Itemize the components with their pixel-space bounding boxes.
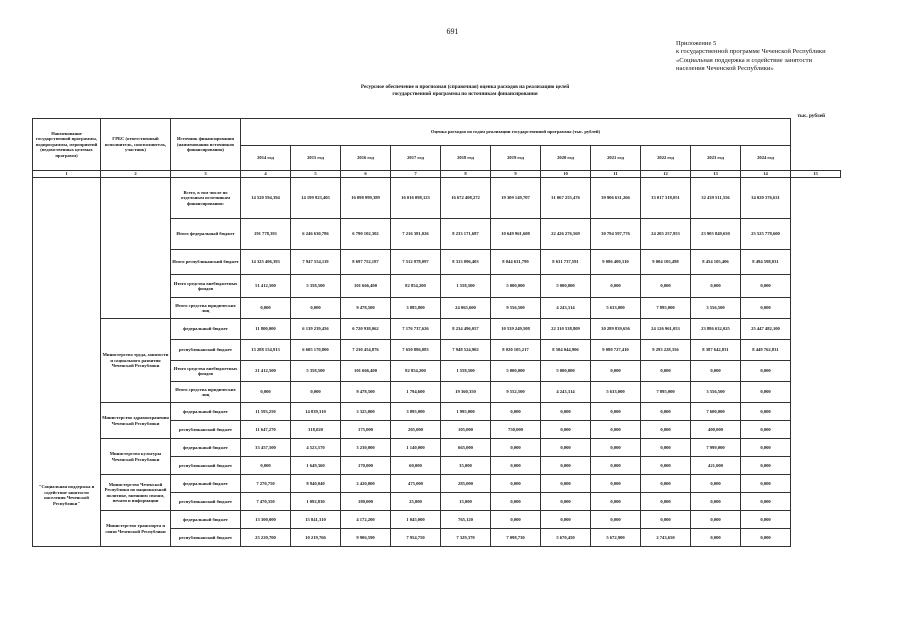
value-cell: 22 426 276,569 [541, 219, 591, 250]
value-cell: 15 841,310 [291, 511, 341, 529]
value-cell: 475,000 [391, 475, 441, 493]
value-cell: 4 243,314 [541, 298, 591, 319]
value-cell: 7 895,000 [641, 382, 691, 403]
value-cell: 421,000 [691, 457, 741, 475]
source-cell: республиканский бюджет [171, 421, 241, 439]
value-cell: 0,000 [591, 439, 641, 457]
value-cell: 82 854,200 [391, 361, 441, 382]
value-cell: 7 230 454,876 [341, 340, 391, 361]
value-cell: 14 839,310 [291, 403, 341, 421]
value-cell: 0,000 [241, 382, 291, 403]
header-grbs: ГРБС (ответственный исполнитель, соисполнитель, участник) [101, 119, 171, 171]
value-cell: 0,000 [641, 275, 691, 298]
year-header: 2018 год [441, 146, 491, 171]
value-cell: 0,000 [641, 475, 691, 493]
value-cell: 400,000 [691, 421, 741, 439]
value-cell: 101 666,400 [341, 361, 391, 382]
source-cell: республиканский бюджет [171, 340, 241, 361]
value-cell: 7 999,000 [691, 439, 741, 457]
value-cell: 9 478,500 [341, 382, 391, 403]
column-index: 15 [791, 171, 841, 178]
value-cell: 0,000 [491, 403, 541, 421]
value-cell: 0,000 [591, 493, 641, 511]
value-cell: 5 000,000 [491, 361, 541, 382]
grbs-cell: Министерство здравоохранения Чеченской Республики [101, 403, 171, 439]
source-cell: Итого средства внебюджетных фондов [171, 275, 241, 298]
value-cell: 0,000 [741, 298, 791, 319]
value-cell: 13 300,000 [241, 511, 291, 529]
value-cell: 11 593,250 [241, 403, 291, 421]
header-source: Источник финансирования (наименования источников финансирования) [171, 119, 241, 171]
value-cell: 8 020 105,217 [491, 340, 541, 361]
value-cell: 0,000 [591, 457, 641, 475]
value-cell: 82 854,200 [391, 275, 441, 298]
value-cell: 8 494 598,031 [741, 250, 791, 275]
value-cell: 0,000 [691, 493, 741, 511]
value-cell: 9 552,500 [491, 382, 541, 403]
value-cell: 5 000,000 [491, 275, 541, 298]
column-index: 1 [33, 171, 101, 178]
value-cell: 0,000 [741, 403, 791, 421]
source-cell: федеральный бюджет [171, 403, 241, 421]
value-cell: 0,000 [591, 275, 641, 298]
page-number: 691 [446, 27, 459, 36]
value-cell: 0,000 [541, 403, 591, 421]
grbs-cell: Министерство труда, занятости и социального развития Чеченской Республики [101, 319, 171, 403]
value-cell: 0,000 [541, 421, 591, 439]
table-row [33, 475, 841, 493]
value-cell: 35,000 [441, 457, 491, 475]
value-cell: 0,000 [541, 493, 591, 511]
value-cell: 16 672 408,272 [441, 178, 491, 219]
column-index: 10 [541, 171, 591, 178]
value-cell: 9 086 409,310 [591, 250, 641, 275]
source-cell: федеральный бюджет [171, 511, 241, 529]
value-cell: 6 720 938,062 [341, 319, 391, 340]
header-row [33, 119, 841, 146]
source-cell: Итого республиканский бюджет [171, 250, 241, 275]
value-cell: 5 670,450 [541, 529, 591, 547]
value-cell: 24 126 961,053 [641, 319, 691, 340]
source-cell: Итого федеральный бюджет [171, 219, 241, 250]
value-cell: 60,000 [391, 457, 441, 475]
value-cell: 31 067 255,476 [541, 178, 591, 219]
value-cell: 1 794,600 [391, 382, 441, 403]
value-cell: 10 649 961,608 [491, 219, 541, 250]
value-cell: 0,000 [741, 382, 791, 403]
value-cell: 5 672,900 [591, 529, 641, 547]
value-cell: 0,000 [741, 493, 791, 511]
value-cell: 7 270,750 [241, 475, 291, 493]
header-estimate: Оценка расходов по годам реализации государственной программы (тыс. рублей) [241, 119, 791, 146]
value-cell: 30 289 839,656 [591, 319, 641, 340]
appendix-line: Приложение 5 [676, 40, 717, 47]
value-cell: 1 045,000 [391, 511, 441, 529]
source-cell: федеральный бюджет [171, 475, 241, 493]
value-cell: 170,000 [341, 457, 391, 475]
value-cell: 0,000 [591, 421, 641, 439]
value-cell: 0,000 [691, 361, 741, 382]
value-cell: 34 020 376,631 [741, 178, 791, 219]
value-cell: 8 313 096,403 [441, 250, 491, 275]
value-cell: 5 633,000 [591, 382, 641, 403]
value-cell: 7 512 978,097 [391, 250, 441, 275]
value-cell: 0,000 [641, 457, 691, 475]
value-cell: 0,000 [541, 439, 591, 457]
value-cell: 0,000 [691, 475, 741, 493]
value-cell: 9 906,590 [341, 529, 391, 547]
appendix-note [676, 40, 826, 74]
value-cell: 1 140,000 [391, 439, 441, 457]
value-cell: 4 243,314 [541, 382, 591, 403]
value-cell: 11 800,000 [241, 319, 291, 340]
value-cell: 8 044 631,799 [491, 250, 541, 275]
value-cell: 8 940,040 [291, 475, 341, 493]
value-cell: 7 329,370 [441, 529, 491, 547]
column-index: 3 [171, 171, 241, 178]
appendix-line: «Социальная поддержка и содействие занятости [676, 56, 813, 64]
value-cell: 23 905 849,650 [691, 219, 741, 250]
value-cell: 14 520 594,394 [241, 178, 291, 219]
value-cell: 7 470,350 [241, 493, 291, 511]
value-cell: 101 666,400 [341, 275, 391, 298]
value-cell: 750,000 [491, 421, 541, 439]
value-cell: 9 004 105,498 [641, 250, 691, 275]
column-index: 9 [491, 171, 541, 178]
year-header: 2022 год [641, 146, 691, 171]
year-header: 2016 год [341, 146, 391, 171]
value-cell: 0,000 [241, 298, 291, 319]
year-header: 2021 год [591, 146, 641, 171]
value-cell: 0,000 [591, 511, 641, 529]
value-cell: 33 457,500 [241, 439, 291, 457]
value-cell: 0,000 [691, 529, 741, 547]
value-cell: 9 293 228,356 [641, 340, 691, 361]
value-cell: 765,120 [441, 511, 491, 529]
value-cell: 23 886 632,025 [691, 319, 741, 340]
value-cell: 7 895,000 [641, 298, 691, 319]
column-index: 5 [291, 171, 341, 178]
value-cell: 24 065,600 [441, 298, 491, 319]
value-cell: 0,000 [691, 511, 741, 529]
value-cell: 0,000 [741, 439, 791, 457]
value-cell: 24 205 257,953 [641, 219, 691, 250]
column-index: 13 [691, 171, 741, 178]
source-cell: федеральный бюджет [171, 319, 241, 340]
value-cell: 205,000 [391, 421, 441, 439]
value-cell: 8 697 752,187 [341, 250, 391, 275]
value-cell: 0,000 [741, 275, 791, 298]
value-cell: 7 600,000 [691, 403, 741, 421]
value-cell: 0,000 [741, 475, 791, 493]
source-cell: Всего, в том числе по отдельным источникам финансирования: [171, 178, 241, 219]
value-cell: 0,000 [641, 421, 691, 439]
appendix-line: населения Чеченской Республики» [676, 65, 774, 73]
value-cell: 1 558,500 [441, 275, 491, 298]
header-program: Наименование государственной программы, подпрограммы, мероприятий (ведомственных целевых программ) [33, 119, 101, 171]
value-cell: 0,000 [641, 439, 691, 457]
value-cell: 32 439 511,556 [691, 178, 741, 219]
grbs-cell: Министерство транспорта и связи Чеченской Республики [101, 511, 171, 547]
value-cell: 180,000 [341, 493, 391, 511]
value-cell: 1 995,000 [441, 403, 491, 421]
value-cell: 6 790 102,302 [341, 219, 391, 250]
resource-table [32, 118, 841, 547]
value-cell: 5 000,000 [541, 361, 591, 382]
value-cell: 105,000 [441, 421, 491, 439]
value-cell: 0,000 [541, 475, 591, 493]
source-cell: Итого средства юридических лиц [171, 382, 241, 403]
value-cell: 0,000 [741, 511, 791, 529]
value-cell: 0,000 [291, 298, 341, 319]
value-cell: 285,000 [441, 475, 491, 493]
value-cell: 6 605 170,800 [291, 340, 341, 361]
value-cell: 3 230,000 [341, 439, 391, 457]
value-cell: 6 139 239,456 [291, 319, 341, 340]
document-title [240, 84, 690, 97]
column-index: 7 [391, 171, 441, 178]
value-cell: 0,000 [591, 403, 641, 421]
value-cell: 0,000 [541, 511, 591, 529]
value-cell: 0,000 [491, 475, 541, 493]
value-cell: 9 080 727,410 [591, 340, 641, 361]
unit-label: тыс. рублей [797, 113, 825, 119]
value-cell: 51 412,500 [241, 275, 291, 298]
value-cell: 318,020 [291, 421, 341, 439]
value-cell: 13 288 154,913 [241, 340, 291, 361]
value-cell: 1 092,830 [291, 493, 341, 511]
value-cell: 0,000 [541, 457, 591, 475]
program-name-cell: "Социальная поддержка и содействие занятости населения Чеченской Республики" [33, 178, 101, 547]
value-cell: 8 234 496,057 [441, 319, 491, 340]
value-cell: 0,000 [741, 529, 791, 547]
index-row [33, 171, 841, 178]
value-cell: 8 454 105,406 [691, 250, 741, 275]
value-cell: 8 449 762,831 [741, 340, 791, 361]
source-cell: Итого средства юридических лиц [171, 298, 241, 319]
year-header: 2024 год [741, 146, 791, 171]
value-cell: 33 017 318,051 [641, 178, 691, 219]
value-cell: 0,000 [491, 457, 541, 475]
year-header: 2015 год [291, 146, 341, 171]
value-cell: 7 098,730 [491, 529, 541, 547]
table-row [33, 439, 841, 457]
value-cell: 1 558,500 [441, 361, 491, 382]
table-row [33, 319, 841, 340]
year-header: 2023 год [691, 146, 741, 171]
year-header: 2020 год [541, 146, 591, 171]
column-index: 14 [741, 171, 791, 178]
table-row [33, 511, 841, 529]
value-cell: 0,000 [491, 439, 541, 457]
value-cell: 8 387 642,831 [691, 340, 741, 361]
value-cell: 30 794 597,776 [591, 219, 641, 250]
value-cell: 5 000,000 [541, 275, 591, 298]
value-cell: 7 176 737,626 [391, 319, 441, 340]
grbs-cell [101, 178, 171, 319]
grbs-cell: Министерство Чеченской Республики по национальной политике, внешним связям, печати и информации [101, 475, 171, 511]
value-cell: 14 325 406,393 [241, 250, 291, 275]
value-cell: 0,000 [741, 421, 791, 439]
year-header: 2019 год [491, 146, 541, 171]
source-cell: республиканский бюджет [171, 493, 241, 511]
value-cell: 3 325,000 [341, 403, 391, 421]
value-cell: 19 360,350 [441, 382, 491, 403]
value-cell: 3 885,800 [391, 298, 441, 319]
value-cell: 191 778,391 [241, 219, 291, 250]
value-cell: 0,000 [641, 361, 691, 382]
year-header: 2017 год [391, 146, 441, 171]
value-cell: 8 584 044,906 [541, 340, 591, 361]
source-cell: федеральный бюджет [171, 439, 241, 457]
value-cell: 3 556,500 [691, 298, 741, 319]
value-cell: 2 743,650 [641, 529, 691, 547]
value-cell: 4 523,570 [291, 439, 341, 457]
value-cell: 22 310 538,809 [541, 319, 591, 340]
source-cell: республиканский бюджет [171, 529, 241, 547]
value-cell: 175,000 [341, 421, 391, 439]
value-cell: 16 098 999,389 [341, 178, 391, 219]
value-cell: 6 246 630,786 [291, 219, 341, 250]
value-cell: 21 412,500 [241, 361, 291, 382]
value-cell: 0,000 [491, 493, 541, 511]
grbs-cell: Министерство культуры Чеченской Республики [101, 439, 171, 475]
value-cell: 8 233 171,687 [441, 219, 491, 250]
value-cell: 1 649,360 [291, 457, 341, 475]
value-cell: 0,000 [691, 275, 741, 298]
column-index: 4 [241, 171, 291, 178]
value-cell: 3 895,000 [391, 403, 441, 421]
value-cell: 39 906 631,266 [591, 178, 641, 219]
value-cell: 7 947 554,119 [291, 250, 341, 275]
value-cell: 0,000 [641, 493, 691, 511]
value-cell: 11 647,270 [241, 421, 291, 439]
column-index: 8 [441, 171, 491, 178]
value-cell: 0,000 [741, 457, 791, 475]
value-cell: 2 420,000 [341, 475, 391, 493]
value-cell: 5 633,000 [591, 298, 641, 319]
value-cell: 9 556,500 [491, 298, 541, 319]
value-cell: 7 650 886,083 [391, 340, 441, 361]
appendix-line: к государственной программе Чеченской Республики [676, 48, 826, 56]
value-cell: 665,000 [441, 439, 491, 457]
column-index: 2 [101, 171, 171, 178]
table-row [33, 403, 841, 421]
value-cell: 9 478,500 [341, 298, 391, 319]
value-cell: 14 199 923,405 [291, 178, 341, 219]
value-cell: 5 358,500 [291, 361, 341, 382]
column-index: 12 [641, 171, 691, 178]
value-cell: 4 172,200 [341, 511, 391, 529]
value-cell: 25 525 778,600 [741, 219, 791, 250]
value-cell: 19 309 149,707 [491, 178, 541, 219]
value-cell: 0,000 [491, 511, 541, 529]
title-line: государственной программы по источникам финансирования [392, 90, 538, 97]
value-cell: 10 539 249,508 [491, 319, 541, 340]
value-cell: 0,000 [591, 361, 641, 382]
value-cell: 25,000 [391, 493, 441, 511]
value-cell: 16 016 098,123 [391, 178, 441, 219]
value-cell: 5 358,500 [291, 275, 341, 298]
value-cell: 3 556,500 [691, 382, 741, 403]
value-cell: 7 216 381,026 [391, 219, 441, 250]
year-header: 2014 год [241, 146, 291, 171]
value-cell: 25 447 482,100 [741, 319, 791, 340]
value-cell: 0,000 [741, 361, 791, 382]
value-cell: 10 219,766 [291, 529, 341, 547]
value-cell: 15,000 [441, 493, 491, 511]
table-row [33, 178, 841, 219]
value-cell: 0,000 [641, 403, 691, 421]
source-cell: Итого средства внебюджетных фондов [171, 361, 241, 382]
table-body [33, 178, 841, 547]
column-index: 6 [341, 171, 391, 178]
value-cell: 0,000 [241, 457, 291, 475]
value-cell: 8 631 737,591 [541, 250, 591, 275]
source-cell: республиканский бюджет [171, 457, 241, 475]
title-line: Ресурсное обеспечение и прогнозная (справочная) оценка расходов на реализацию целей [360, 84, 570, 90]
value-cell: 0,000 [641, 511, 691, 529]
value-cell: 7 948 524,902 [441, 340, 491, 361]
column-index: 11 [591, 171, 641, 178]
value-cell: 7 954,750 [391, 529, 441, 547]
value-cell: 25 220,700 [241, 529, 291, 547]
value-cell: 0,000 [591, 475, 641, 493]
value-cell: 0,000 [291, 382, 341, 403]
